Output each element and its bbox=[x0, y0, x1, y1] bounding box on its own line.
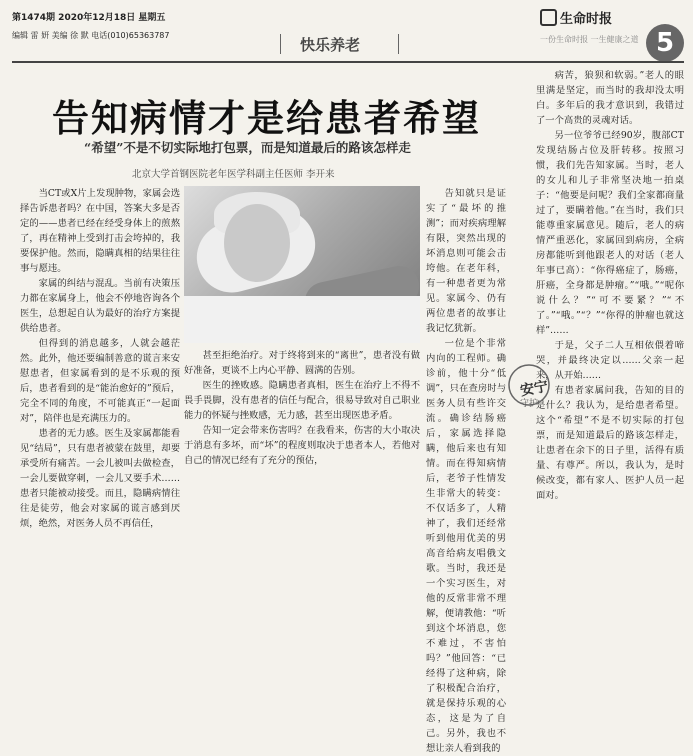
article-subtitle: “希望”不是不切实际地打包票，而是知道最后的路该怎样走 bbox=[84, 140, 411, 155]
article-title: 告知病情才是给患者希望 bbox=[52, 97, 481, 140]
photo-sheet bbox=[184, 296, 420, 343]
newspaper-header bbox=[0, 0, 693, 62]
header-rule bbox=[12, 61, 684, 63]
issue-line: 第1474期 2020年12月18日 星期五 bbox=[12, 13, 166, 23]
column-1 bbox=[20, 186, 180, 529]
column-2 bbox=[184, 348, 420, 522]
article-photo bbox=[184, 186, 420, 343]
paragraph: 告知一定会带来伤害吗？在我看来，伤害的大小取决于消息有多坏，而“坏”的程度则取决于患者本人，若他对自己的情况已经有了充分的预估， bbox=[184, 425, 420, 466]
paragraph: 于是，父子二人互相依偎着啼哭，并最终决定以……父亲一起来，从开始…… bbox=[536, 340, 684, 381]
paragraph: 告知就只是证实了“最坏的推测”；而对疾病理解有限，突然出现的坏消息则可能会击垮他。在老年科，有一种患者更为常见。家属今、仍有两位患者的故事让我记忆犹新。 bbox=[426, 188, 506, 334]
badge-text: 安宁 bbox=[518, 378, 550, 400]
article-byline: 北京大学首钢医院老年医学科副主任医师 李开来 bbox=[132, 169, 335, 180]
masthead-logo bbox=[540, 8, 612, 27]
paragraph: 病苦，狼狈和软弱。”老人的眼里满是坚定，而当时的我却没太明白。多年后的我才意识到，我错过了一个高贵的灵魂对话。 bbox=[536, 70, 684, 126]
section-divider-left bbox=[280, 34, 281, 54]
paragraph: 一位是个非常内向的工程师。确诊前，他十分“低调”，只在查房时与医务人员有些许交流。确诊结肠癌后，家属选择隐瞒，他后来也有知情。而在得知病情后，老爷子性情发生非常大的转变：不仅话多了，人精神了，我们还经常听到他用优美的男高音给病友唱俄文歌。当时，我还是一个实习医生，对他的反常非常不理解，便请教他：“听到这个坏消息，您不难过，不害怕吗？”他回答：“已经得了这种病，除了积极配合治疗，就是保持乐观的心态，这是为了自己。另外，我也不想让亲人看到我的 bbox=[426, 338, 506, 754]
paragraph: 另一位爷爷已经90岁，腹部CT发现结肠占位及肝转移。按照习惯，我们先告知家属。当时，老人的女儿和儿子非常坚决地一拍桌子：“他要是问呢？我们全家都商量过了，要瞒着他。”在当时，我们只能尊重家属意见。随后，老人的病情严重恶化，家属回到病房，全病房都能听到他跟老人的对话（老人年事已高）：“你得癌症了，肠癌，肝癌，全身都是肿瘤。”“哦。”“呢你说什么？”“可不要紧？”“不了。”“哦。”“？”“你得的肿瘤也就这样”…… bbox=[536, 130, 684, 336]
section-title: 快乐养老 bbox=[300, 36, 361, 54]
logo-text: 生命时报 bbox=[560, 12, 613, 27]
page-number: 5 bbox=[646, 24, 684, 62]
column-4 bbox=[536, 68, 684, 522]
paragraph: 但得到的消息越多，人就会越茫然。此外，他还要编制善意的谎言来安慰患者，但家属看到的是不乐观的预后，患者看到的是“能治愈好的”预后，完全不同的角度，不可能真正“一起面对”，陪伴也是充满压力的。 bbox=[20, 338, 180, 424]
badge-subtext: 守护 bbox=[520, 399, 539, 409]
paragraph: 当CT或X片上发现肿物，家属会选择告诉患者吗？在中国，答案大多是否定的——患者已经在经受身体上的煎熬了，再在精神上受到打击会垮掉的，我要保护他。然而，隐瞒真相的结果往往事与愿违。 bbox=[20, 188, 180, 274]
paragraph: 医生的挫败感。隐瞒患者真相，医生在治疗上不得不畏手畏脚，没有患者的信任与配合，很易导致对自己职业能力的怀疑与挫败感，无力感，甚至出现医患矛盾。 bbox=[184, 380, 420, 421]
logo-icon bbox=[540, 9, 557, 26]
paragraph: 家属的纠结与混乱。当前有决策压力都在家属身上，他会不停地咨询各个医生，总想起自认为最好的治疗方案提供给患者。 bbox=[20, 278, 180, 334]
editors-line: 编辑 雷 妍 美编 徐 默 电话(010)65363787 bbox=[12, 31, 170, 40]
paragraph: 有患者家属问我，告知的目的是什么？我认为，是给患者希望。这个“希望”不是不切实际的打包票，而是知道最后的路该怎样走，让患者在余下的日子里，活得有质量、有尊严。所以，我认为，是时候改变，都有家人、医护人员一起面对。 bbox=[536, 385, 684, 501]
paragraph: 患者的无力感。医生及家属都能看见“结局”，只有患者被蒙在鼓里，却要承受所有痛苦。一会儿被叫去做检查，一会儿要做穿刺，一会儿又要手术……患者只能被动接受。而且，隐瞒病情往往是徒劳，他会对家属的谎言感到厌烦，绝然，对医务人员不再信任， bbox=[20, 428, 180, 529]
paragraph: 甚至拒绝治疗。对于终将到来的“离世”，患者没有做好准备，更谈不上内心平静、圆满的告别。 bbox=[184, 350, 420, 376]
section-divider-right bbox=[398, 34, 399, 54]
column-3 bbox=[426, 186, 506, 754]
photo-face bbox=[224, 204, 290, 282]
slogan: 一份生命时报 一生健康之道 bbox=[540, 35, 639, 44]
